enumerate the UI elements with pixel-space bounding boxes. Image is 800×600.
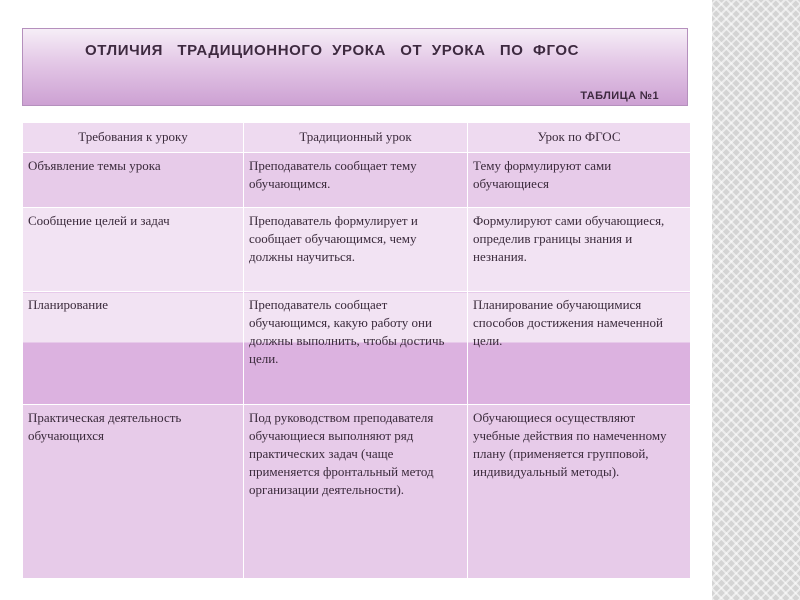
table-row — [23, 208, 691, 292]
cell-traditional: Под руководством преподавателя обучающиеся выполняют ряд практических задач (чаще применяется фронтальный метод организации деятельности). — [244, 405, 468, 579]
cell-requirement: Практическая деятельность обучающихся — [23, 405, 244, 579]
table-row — [23, 405, 691, 579]
cell-requirement: Планирование — [23, 292, 244, 405]
cell-requirement: Объявление темы урока — [23, 153, 244, 208]
cell-fgos: Формулируют сами обучающиеся, определив границы знания и незнания. — [468, 208, 691, 292]
table-header-row — [23, 123, 691, 153]
slide-title: ОТЛИЧИЯ ТРАДИЦИОННОГО УРОКА ОТ УРОКА ПО ФГОС — [85, 42, 580, 59]
cell-traditional: Преподаватель формулирует и сообщает обучающимся, чему должны научиться. — [244, 208, 468, 292]
table-row — [23, 153, 691, 208]
cell-fgos: Тему формулируют сами обучающиеся — [468, 153, 691, 208]
header-fgos: Урок по ФГОС — [468, 123, 691, 153]
table-row — [23, 292, 691, 405]
header-requirements: Требования к уроку — [23, 123, 244, 153]
table-caption: ТАБЛИЦА №1 — [580, 90, 659, 102]
cell-fgos: Обучающиеся осуществляют учебные действия по намеченному плану (применяется групповой, индивидуальный методы). — [468, 405, 691, 579]
decorative-stripe-panel — [712, 0, 800, 600]
cell-requirement: Сообщение целей и задач — [23, 208, 244, 292]
cell-fgos: Планирование обучающимися способов достижения намеченной цели. — [468, 292, 691, 405]
header-traditional: Традиционный урок — [244, 123, 468, 153]
comparison-table — [22, 122, 691, 579]
title-banner — [22, 28, 688, 106]
cell-traditional: Преподаватель сообщает тему обучающимся. — [244, 153, 468, 208]
cell-traditional: Преподаватель сообщает обучающимся, какую работу они должны выполнить, чтобы достичь цели. — [244, 292, 468, 405]
